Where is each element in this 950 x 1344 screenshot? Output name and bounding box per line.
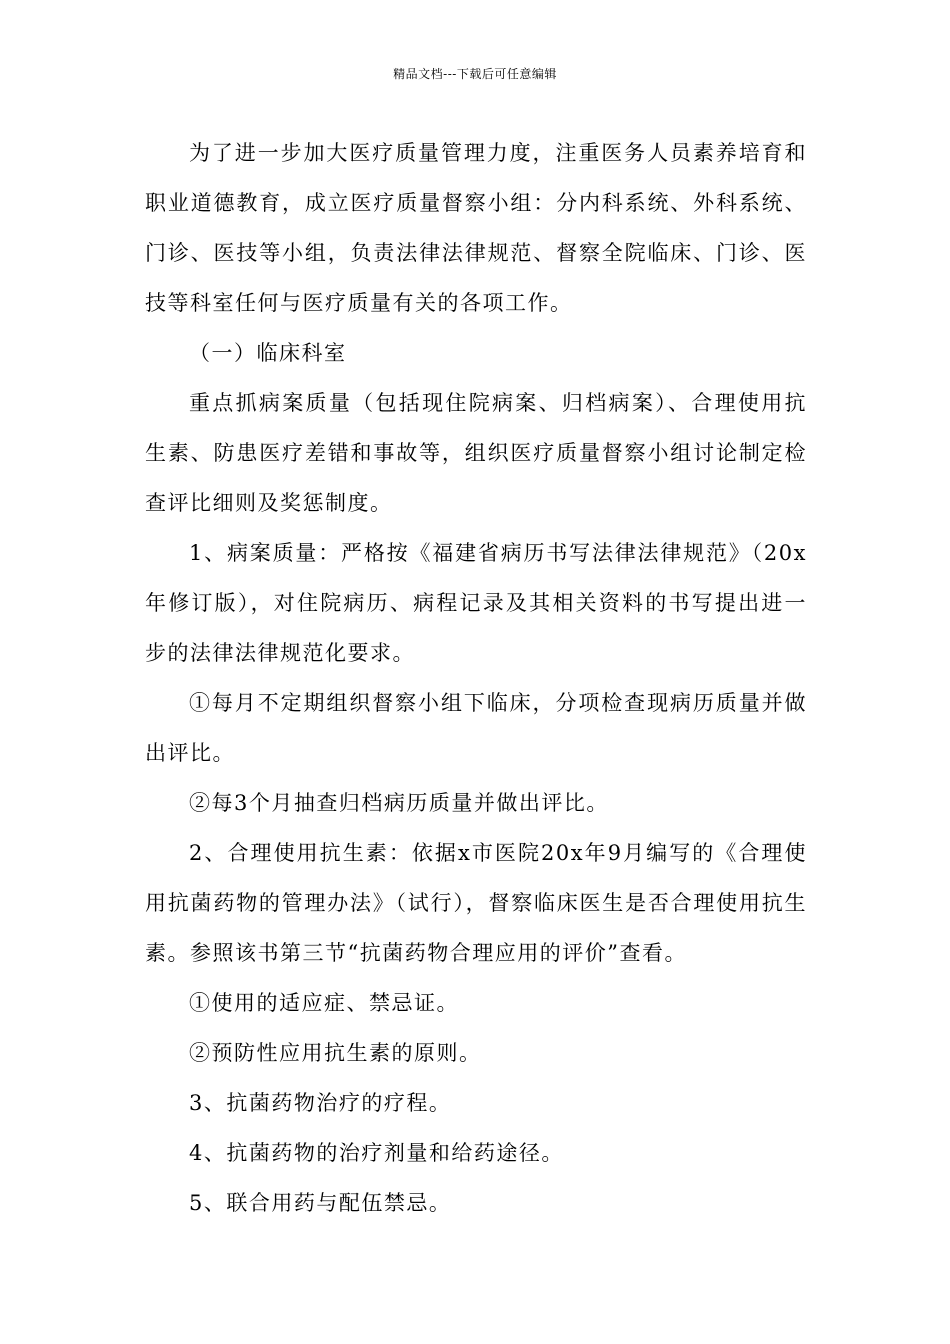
monthly-check-item: ①每月不定期组织督察小组下临床，分项检查现病历质量并做出评比。 [145,691,807,765]
dosage-route-item: 4、抗菌药物的治疗剂量和给药途径。 [189,1141,564,1165]
treatment-course-item: 3、抗菌药物治疗的疗程。 [189,1091,452,1115]
case-quality-paragraph: 1、病案质量：严格按《福建省病历书写法律法律规范》（20x年修订版），对住院病历、病程记录及其相关资料的书写提出进一步的法律法律规范化要求。 [145,541,807,665]
quarterly-check-item: ②每3个月抽查归档病历质量并做出评比。 [189,791,609,815]
clinical-focus-paragraph: 重点抓病案质量（包括现住院病案、归档病案）、合理使用抗生素、防患医疗差错和事故等，组织医疗质量督察小组讨论制定检查评比细则及奖惩制度。 [145,391,807,515]
prophylaxis-item: ②预防性应用抗生素的原则。 [189,1041,482,1065]
antibiotics-paragraph: 2、合理使用抗生素：依据x市医院20x年9月编写的《合理使用抗菌药物的管理办法》（试行），督察临床医生是否合理使用抗生素。参照该书第三节“抗菌药物合理应用的评价”查看。 [145,841,807,965]
document-body [145,128,807,1228]
indication-item: ①使用的适应症、禁忌证。 [189,991,459,1015]
page-header: 精品文档---下载后可任意编辑 [393,67,557,81]
section-heading-clinical: （一）临床科室 [189,341,347,365]
combination-item: 5、联合用药与配伍禁忌。 [189,1191,452,1215]
intro-paragraph: 为了进一步加大医疗质量管理力度，注重医务人员素养培育和职业道德教育，成立医疗质量督察小组：分内科系统、外科系统、门诊、医技等小组，负责法律法律规范、督察全院临床、门诊、医技等科室任何与医疗质量有关的各项工作。 [145,141,807,315]
